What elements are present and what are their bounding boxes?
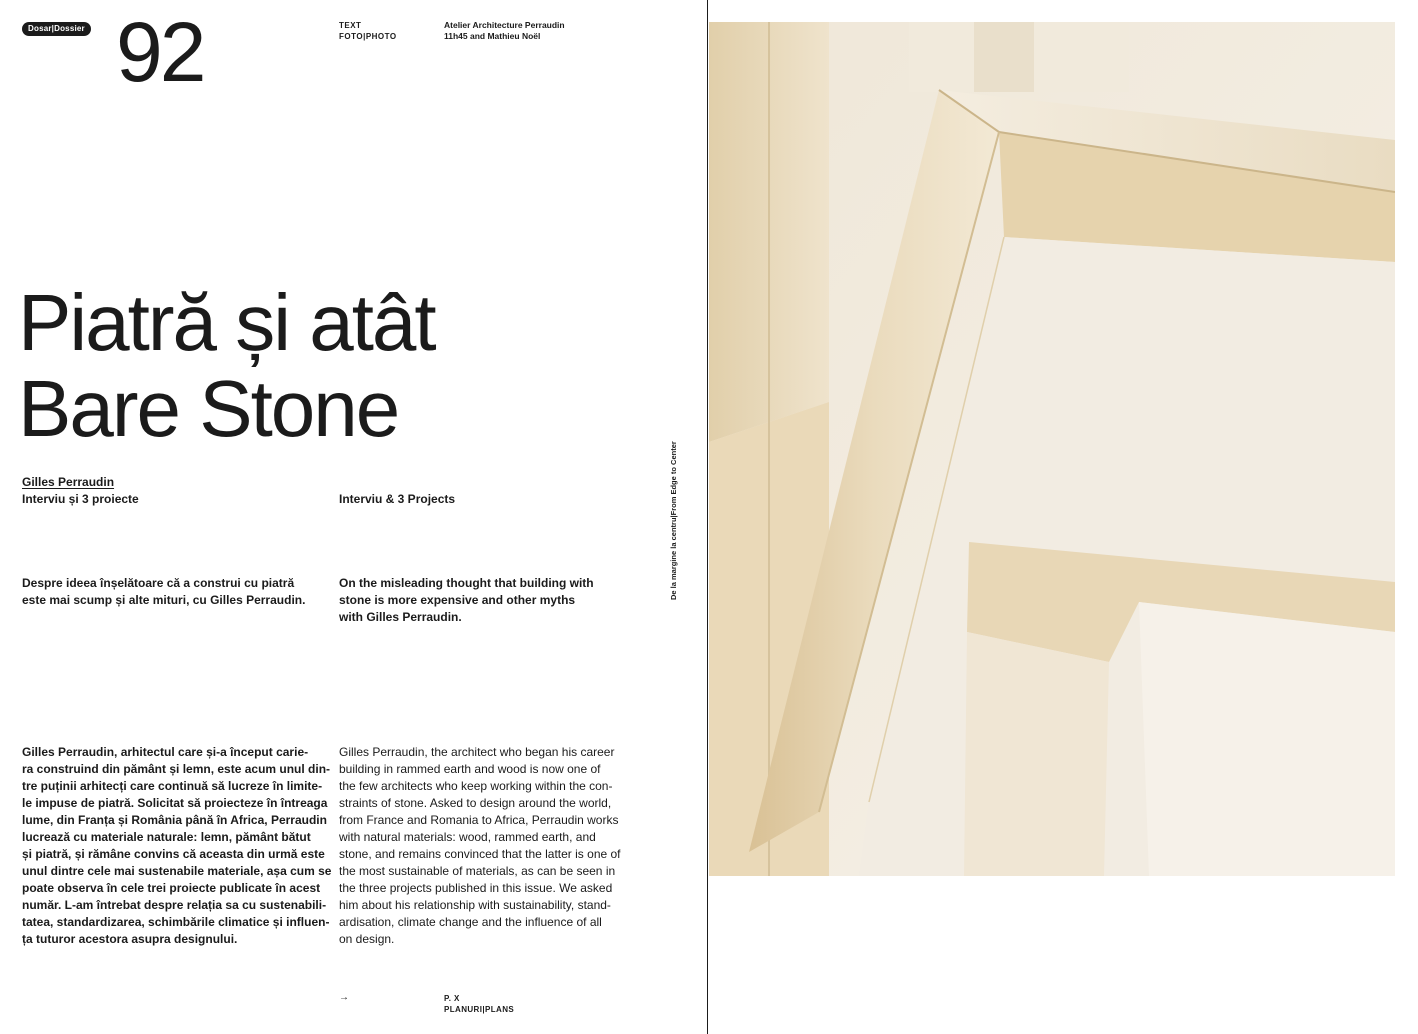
deck-ro bbox=[22, 575, 305, 609]
body-ro-line: lume, din Franța și România până în Africa, Perraudin bbox=[22, 813, 327, 827]
issue-number: 92 bbox=[116, 5, 204, 99]
deck-en-line: On the misleading thought that building with bbox=[339, 576, 594, 590]
body-en-line: him about his relationship with sustainability, stand- bbox=[339, 898, 611, 912]
photo-lower-recess bbox=[964, 632, 1109, 876]
body-en-line: from France and Romania to Africa, Perraudin works bbox=[339, 813, 619, 827]
headline-en: Bare Stone bbox=[18, 364, 399, 453]
body-en-line: the few architects who keep working within the con- bbox=[339, 779, 613, 793]
deck-en bbox=[339, 575, 594, 626]
body-en-line: ardisation, climate change and the influence of all bbox=[339, 915, 602, 929]
body-ro-line: și piatră, și rămâne convins că aceasta din urmă este bbox=[22, 847, 325, 861]
section-badge: Dosar|Dossier bbox=[22, 22, 91, 36]
body-en bbox=[339, 744, 621, 948]
headline bbox=[18, 280, 435, 452]
deck-en-line: with Gilles Perraudin. bbox=[339, 610, 462, 624]
body-ro-line: poate observa în cele trei proiecte publicate în acest bbox=[22, 881, 321, 895]
subtitle-en: Interviu & 3 Projects bbox=[339, 492, 456, 506]
headline-ro: Piatră și atât bbox=[18, 278, 435, 367]
body-en-line: stone, and remains convinced that the latter is one of bbox=[339, 847, 621, 861]
body-ro bbox=[22, 744, 331, 948]
credit-photo-value: 11h45 and Mathieu Noël bbox=[444, 31, 541, 41]
footer-section: PLANURI|PLANS bbox=[444, 1005, 515, 1014]
deck-en-line: stone is more expensive and other myths bbox=[339, 593, 576, 607]
next-page-arrow-icon[interactable]: → bbox=[339, 992, 350, 1003]
subtitle-ro: Interviu și 3 proiecte bbox=[22, 492, 139, 506]
body-en-line: Gilles Perraudin, the architect who began his career bbox=[339, 745, 615, 759]
body-ro-line: tatea, standardizarea, schimbările climatice și influen- bbox=[22, 915, 330, 929]
body-en-line: building in rammed earth and wood is now one of bbox=[339, 762, 601, 776]
credit-photo-label: FOTO|PHOTO bbox=[339, 32, 397, 41]
credit-text-value: Atelier Architecture Perraudin bbox=[444, 20, 565, 30]
photo-lower-face bbox=[1139, 602, 1395, 876]
page-ref: P. X bbox=[444, 994, 460, 1003]
body-ro-line: Gilles Perraudin, arhitectul care și-a început carie- bbox=[22, 745, 309, 759]
page-divider bbox=[707, 0, 708, 1034]
body-en-line: straints of stone. Asked to design around the world, bbox=[339, 796, 612, 810]
credit-text-label: TEXT bbox=[339, 21, 362, 30]
body-en-line: with natural materials: wood, rammed earth, and bbox=[339, 830, 596, 844]
body-ro-line: le impuse de piatră. Solicitat să proiecteze în întreaga bbox=[22, 796, 328, 810]
body-ro-line: unul dintre cele mai sustenabile materiale, așa cum se bbox=[22, 864, 332, 878]
stone-cornice-photo bbox=[709, 22, 1395, 876]
photo-back-column-shade bbox=[974, 22, 1034, 92]
deck-ro-line: este mai scump și alte mituri, cu Gilles Perraudin. bbox=[22, 593, 306, 607]
spine-text: De la margine la centru|From Edge to Center bbox=[669, 441, 678, 600]
body-ro-line: lucrează cu materiale naturale: lemn, pământ bătut bbox=[22, 830, 311, 844]
body-en-line: the three projects published in this issue. We asked bbox=[339, 881, 613, 895]
author-name: Gilles Perraudin bbox=[22, 475, 115, 489]
body-ro-line: ța tuturor acestora asupra designului. bbox=[22, 932, 238, 946]
deck-ro-line: Despre ideea înșelătoare că a construi cu piatră bbox=[22, 576, 295, 590]
body-ro-line: ra construind din pământ și lemn, este acum unul din- bbox=[22, 762, 331, 776]
body-en-line: on design. bbox=[339, 932, 395, 946]
body-ro-line: tre puținii arhitecți care continuă să lucreze în limite- bbox=[22, 779, 323, 793]
body-en-line: the most sustainable of materials, as can be seen in bbox=[339, 864, 616, 878]
body-ro-line: număr. L-am întrebat despre relația sa cu sustenabili- bbox=[22, 898, 327, 912]
